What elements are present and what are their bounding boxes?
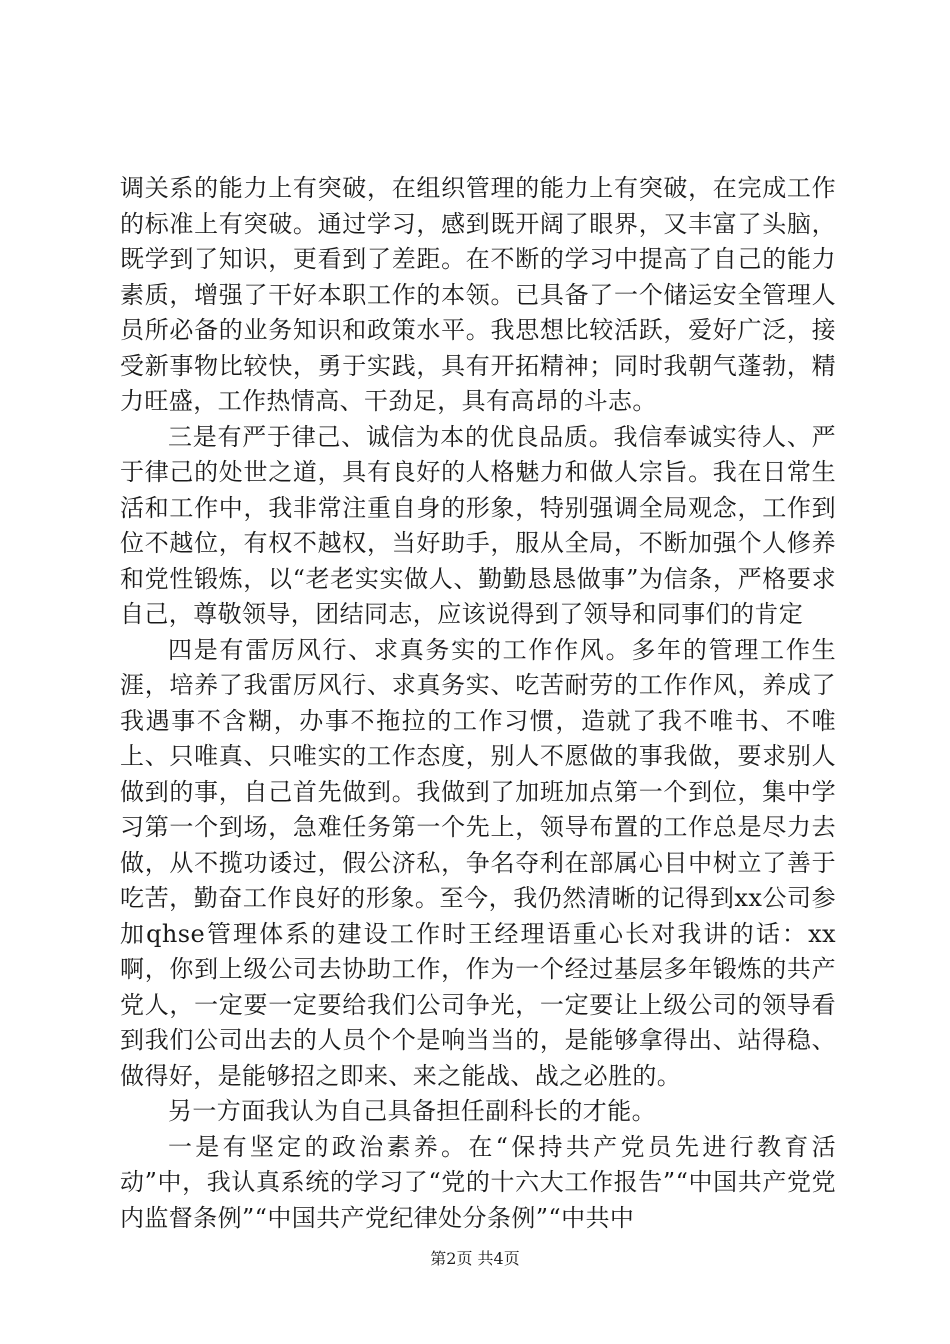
page-footer: 第2页 共4页 (430, 1249, 520, 1268)
paragraph-continuation: 调关系的能力上有突破，在组织管理的能力上有突破，在完成工作的标准上有突破。通过学习，感到既开阔了眼界，又丰富了头脑，既学到了知识，更看到了差距。在不断的学习中提高了自己的能力素质，增强了干好本职工作的本领。已具备了一个储运安全管理人员所必备的业务知识和政策水平。我思想比较活跃，爱好广泛，接受新事物比较快，勇于实践，具有开拓精神；同时我朝气蓬勃，精力旺盛，工作热情高、干劲足，具有高昂的斗志。 (120, 174, 836, 415)
paragraph-work-style: 四是有雷厉风行、求真务实的工作作风。多年的管理工作生涯，培养了我雷厉风行、求真务实、吃苦耐劳的工作作风，养成了我遇事不含糊，办事不拖拉的工作习惯，造就了我不唯书、不唯上、只唯真、只唯实的工作态度，别人不愿做的事我做，要求别人做到的事，自己首先做到。我做到了加班加点第一个到位，集中学习第一个到场，急难任务第一个先上，领导布置的工作总是尽力去做，从不揽功诿过，假公济私，争名夺利在部属心目中树立了善于吃苦，勤奋工作良好的形象。至今，我仍然清晰的记得到xx公司参加qhse管理体系的建设工作时王经理语重心长对我讲的话：xx啊，你到上级公司去协助工作，作为一个经过基层多年锻炼的共产党人，一定要一定要给我们公司争光，一定要让上级公司的领导看到我们公司出去的人员个个是响当当的，是能够拿得出、站得稳、做得好，是能够招之即来、来之能战、战之必胜的。 (120, 635, 836, 1090)
document-body (120, 171, 836, 1236)
paragraph-integrity: 三是有严于律己、诚信为本的优良品质。我信奉诚实待人、严于律己的处世之道，具有良好的人格魅力和做人宗旨。我在日常生活和工作中，我非常注重自身的形象，特别强调全局观念，工作到位不越位，有权不越权，当好助手，服从全局，不断加强个人修养和党性锻炼，以“老老实实做人、勤勤恳恳做事”为信条，严格要求自己，尊敬领导，团结同志，应该说得到了领导和同事们的肯定 (120, 422, 836, 628)
paragraph-political-quality: 一是有坚定的政治素养。在“保持共产党员先进行教育活动”中，我认真系统的学习了“党的十六大工作报告”“中国共产党党内监督条例”“中国共产党纪律处分条例”“中共中 (120, 1132, 836, 1232)
paragraph-capability-intro: 另一方面我认为自己具备担任副科长的才能。 (168, 1097, 656, 1125)
